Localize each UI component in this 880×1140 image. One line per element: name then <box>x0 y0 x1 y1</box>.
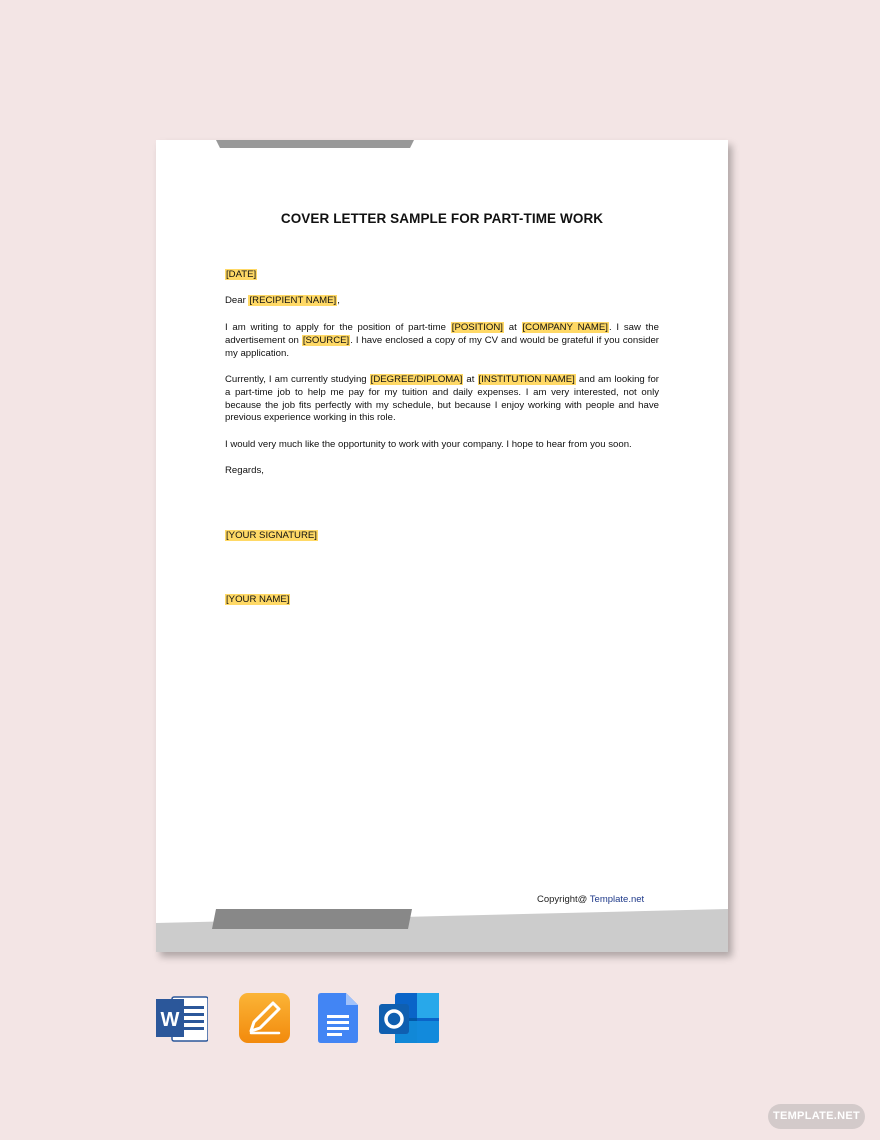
paragraph-2-text-c: and am looking for a part-time job to help me pay for my tuition and daily expenses. I am very interested, not only because the job fits perfectly with my schedule, but because I enjoy working with people and have previous experience working in this role. <box>225 374 660 424</box>
copyright-site: Template.net <box>589 894 645 905</box>
name-line <box>225 594 659 607</box>
paragraph-2 <box>225 374 659 425</box>
document-title: COVER LETTER SAMPLE FOR PART-TIME WORK <box>280 211 604 226</box>
paragraph-1 <box>225 322 659 360</box>
paragraph-1-text-c: . I saw the advertisement on <box>225 322 659 346</box>
page-footer-decoration <box>212 909 412 929</box>
signature-placeholder: [YOUR SIGNATURE] <box>226 530 317 541</box>
degree-placeholder: [DEGREE/DIPLOMA] <box>370 374 463 385</box>
salutation-prefix: Dear <box>225 295 249 306</box>
pages-icon[interactable] <box>239 993 291 1043</box>
paragraph-2-text-b: at <box>463 374 478 385</box>
template-net-badge[interactable]: TEMPLATE.NET <box>768 1104 865 1129</box>
recipient-placeholder: [RECIPIENT NAME] <box>249 295 337 306</box>
copyright-prefix: Copyright@ <box>537 894 590 905</box>
date-placeholder: [DATE] <box>226 269 257 280</box>
paragraph-2-text-a: Currently, I am currently studying <box>225 374 370 385</box>
google-docs-icon[interactable] <box>318 993 370 1043</box>
paragraph-3: I would very much like the opportunity to work with your company. I hope to hear from you soon. <box>225 439 632 450</box>
institution-placeholder: [INSTITUTION NAME] <box>478 374 575 385</box>
page-top-decoration <box>216 140 414 148</box>
position-placeholder: [POSITION] <box>451 322 503 333</box>
salutation <box>225 295 659 308</box>
name-placeholder: [YOUR NAME] <box>226 594 290 605</box>
company-placeholder: [COMPANY NAME] <box>522 322 608 333</box>
document-page <box>156 140 728 952</box>
word-icon[interactable] <box>156 993 208 1043</box>
copyright <box>537 894 644 905</box>
salutation-suffix: , <box>337 295 340 306</box>
paragraph-1-text-d: . I have enclosed a copy of my CV and would be grateful if you consider my application. <box>225 334 659 359</box>
paragraph-1-text-a: I am writing to apply for the position of part-time <box>225 322 451 333</box>
svg-text:W: W <box>160 1009 180 1031</box>
outlook-icon[interactable] <box>379 993 431 1043</box>
paragraph-1-text-b: at <box>503 322 522 333</box>
date-line <box>225 269 659 282</box>
signature-line <box>225 530 659 543</box>
source-placeholder: [SOURCE] <box>302 334 350 346</box>
closing: Regards, <box>225 465 264 476</box>
